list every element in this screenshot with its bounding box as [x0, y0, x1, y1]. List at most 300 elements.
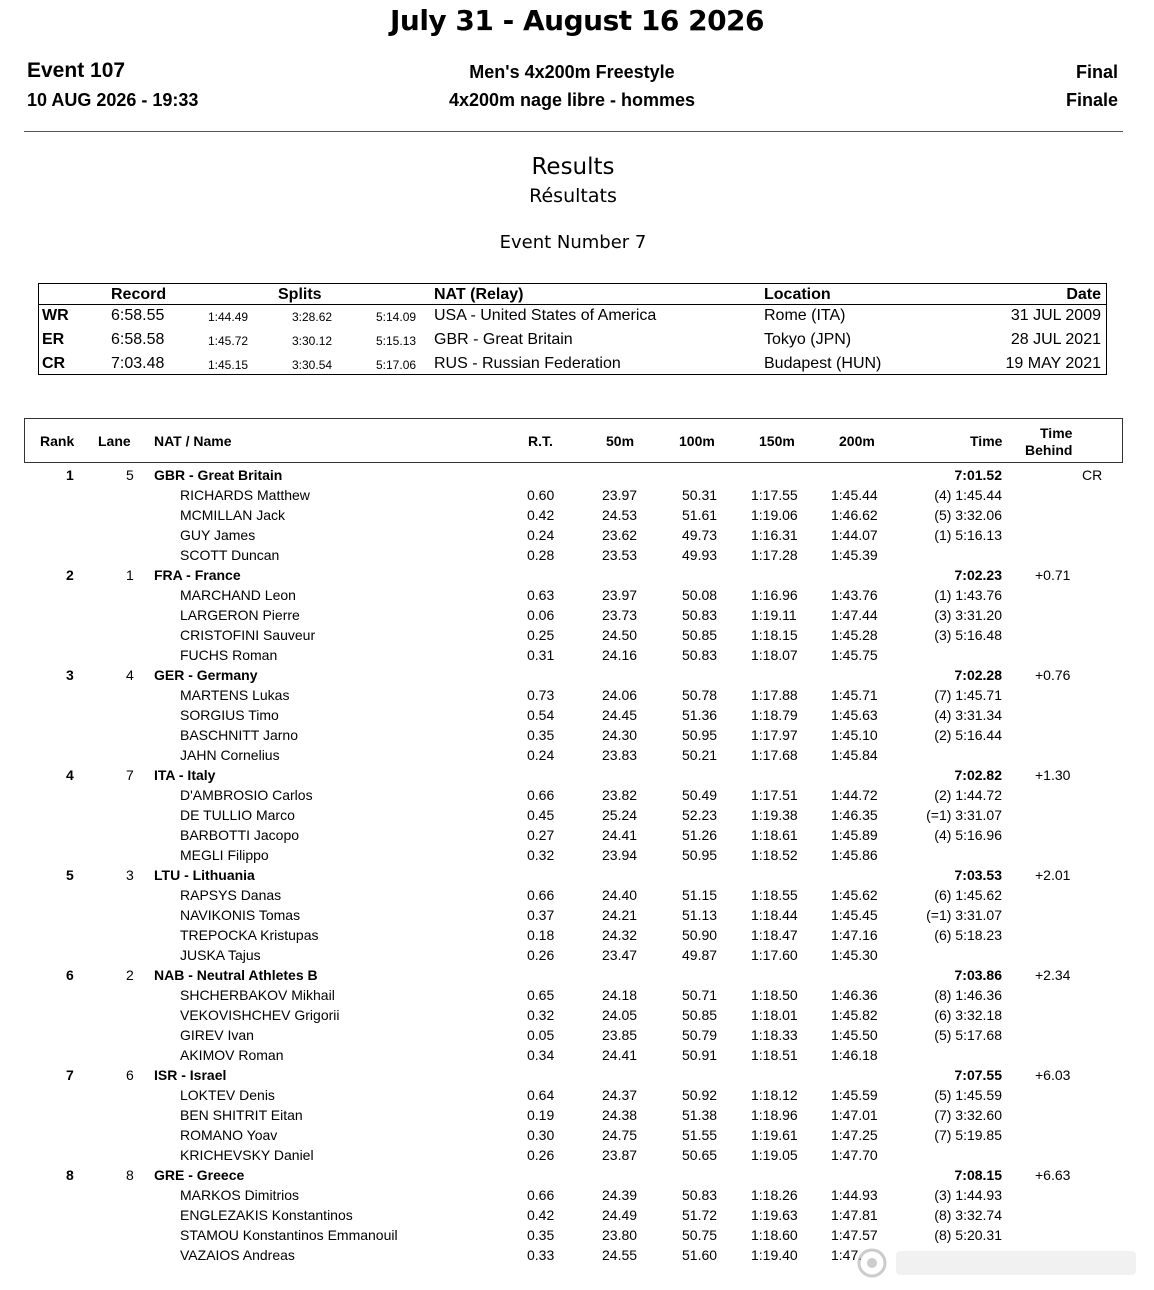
swimmer-split-200m: 1:45.86 [831, 847, 878, 863]
swimmer-split-200m: 1:45.10 [831, 727, 878, 743]
swimmer-reaction-time: 0.63 [527, 587, 555, 603]
swimmer-split-150m: 1:17.68 [751, 747, 798, 763]
swimmer-split-50m: 24.05 [602, 1007, 638, 1023]
swimmer-split-200m: 1:45.30 [831, 947, 878, 963]
swimmer-split-150m: 1:19.40 [751, 1247, 798, 1263]
team-time: 7:02.28 [954, 667, 1002, 683]
record-location: Budapest (HUN) [764, 355, 882, 372]
swimmer-split-150m: 1:17.55 [751, 487, 798, 503]
record-split-1: 1:44.49 [208, 310, 249, 324]
team-lane: 6 [126, 1067, 134, 1083]
swimmer-name: SHCHERBAKOV Mikhail [180, 987, 335, 1003]
swimmer-cumulative: (=1) 3:31.07 [926, 807, 1002, 823]
swimmer-name: MARKOS Dimitrios [180, 1187, 300, 1203]
swimmer-split-50m: 24.39 [602, 1187, 638, 1203]
swimmer-split-50m: 24.21 [602, 907, 638, 923]
swimmer-name: AKIMOV Roman [180, 1047, 284, 1063]
swimmer-reaction-time: 0.66 [527, 787, 555, 803]
swimmer-split-150m: 1:19.05 [751, 1147, 798, 1163]
swimmer-cumulative: (3) 3:31.20 [934, 607, 1002, 623]
swimmer-split-150m: 1:18.79 [751, 707, 798, 723]
swimmer-split-150m: 1:18.51 [751, 1047, 798, 1063]
swimmer-reaction-time: 0.06 [527, 607, 555, 623]
team-row [0, 664, 1154, 684]
swimmer-split-50m: 23.97 [602, 487, 638, 503]
swimmer-row [0, 884, 1154, 904]
swimmer-split-200m: 1:46.35 [831, 807, 878, 823]
swimmer-split-200m: 1:47. [831, 1247, 863, 1263]
swimmer-reaction-time: 0.31 [527, 647, 555, 663]
swimmer-split-100m: 51.72 [682, 1207, 718, 1223]
swimmer-cumulative: (4) 5:16.96 [934, 827, 1002, 843]
event-name-en: Men's 4x200m Freestyle [469, 62, 675, 82]
swimmer-split-100m: 50.31 [682, 487, 718, 503]
team-name: ISR - Israel [154, 1067, 227, 1083]
swimmer-row [0, 1004, 1154, 1024]
swimmer-split-50m: 24.30 [602, 727, 638, 743]
swimmer-reaction-time: 0.25 [527, 627, 555, 643]
swimmer-reaction-time: 0.73 [527, 687, 555, 703]
record-split-3: 5:15.13 [376, 334, 417, 348]
swimmer-split-50m: 23.47 [602, 947, 638, 963]
swimmer-row [0, 704, 1154, 724]
swimmer-row [0, 624, 1154, 644]
results-table-header [24, 418, 1123, 463]
team-time: 7:02.82 [954, 767, 1002, 783]
swimmer-split-50m: 24.75 [602, 1127, 638, 1143]
swimmer-split-100m: 50.79 [682, 1027, 718, 1043]
swimmer-split-200m: 1:47.25 [831, 1127, 878, 1143]
swimmer-name: SCOTT Duncan [180, 547, 280, 563]
swimmer-row [0, 1144, 1154, 1164]
swimmer-name: LARGERON Pierre [180, 607, 300, 623]
team-time: 7:07.55 [954, 1067, 1002, 1083]
team-time-behind: +6.63 [1035, 1167, 1071, 1183]
team-time-behind: +0.76 [1035, 667, 1071, 683]
swimmer-row [0, 824, 1154, 844]
swimmer-split-100m: 50.78 [682, 687, 718, 703]
team-time-behind: +6.03 [1035, 1067, 1071, 1083]
team-name: LTU - Lithuania [154, 867, 255, 883]
team-name: GER - Germany [154, 667, 258, 683]
team-row [0, 864, 1154, 884]
swimmer-name: ENGLEZAKIS Konstantinos [180, 1207, 353, 1223]
swimmer-cumulative: (7) 3:32.60 [934, 1107, 1002, 1123]
swimmer-cumulative: (=1) 3:31.07 [926, 907, 1002, 923]
team-name: NAB - Neutral Athletes B [154, 967, 318, 983]
swimmer-split-50m: 24.32 [602, 927, 638, 943]
swimmer-split-100m: 51.60 [682, 1247, 718, 1263]
swimmer-cumulative: (6) 3:32.18 [934, 1007, 1002, 1023]
swimmer-split-50m: 24.41 [602, 1047, 638, 1063]
swimmer-name: VEKOVISHCHEV Grigorii [180, 1007, 340, 1023]
team-lane: 2 [126, 967, 134, 983]
swimmer-reaction-time: 0.66 [527, 887, 555, 903]
swimmer-split-150m: 1:17.97 [751, 727, 798, 743]
swimmer-split-200m: 1:47.44 [831, 607, 878, 623]
swimmer-split-50m: 23.80 [602, 1227, 638, 1243]
swimmer-row [0, 1204, 1154, 1224]
swimmer-reaction-time: 0.60 [527, 487, 555, 503]
swimmer-row [0, 904, 1154, 924]
swimmer-row [0, 484, 1154, 504]
event-datetime: 10 AUG 2026 - 19:33 [27, 90, 199, 110]
record-code: CR [42, 355, 66, 372]
col-lane: Lane [98, 433, 131, 449]
team-rank: 2 [66, 567, 74, 583]
swimmer-reaction-time: 0.42 [527, 507, 555, 523]
team-row [0, 764, 1154, 784]
swimmer-name: JAHN Cornelius [180, 747, 280, 763]
swimmer-name: CRISTOFINI Sauveur [180, 627, 316, 643]
team-rank: 5 [66, 867, 74, 883]
swimmer-cumulative: (6) 5:18.23 [934, 927, 1002, 943]
swimmer-split-200m: 1:45.50 [831, 1027, 878, 1043]
swimmer-split-100m: 51.15 [682, 887, 718, 903]
swimmer-name: BEN SHITRIT Eitan [180, 1107, 303, 1123]
team-name: GBR - Great Britain [154, 467, 283, 483]
swimmer-split-200m: 1:45.63 [831, 707, 878, 723]
swimmer-split-100m: 50.75 [682, 1227, 718, 1243]
swimmer-split-200m: 1:45.39 [831, 547, 878, 563]
swimmer-split-200m: 1:47.81 [831, 1207, 878, 1223]
swimmer-split-50m: 24.55 [602, 1247, 638, 1263]
swimmer-row [0, 524, 1154, 544]
team-lane: 7 [126, 767, 134, 783]
swimmer-split-50m: 25.24 [602, 807, 638, 823]
swimmer-split-100m: 50.21 [682, 747, 718, 763]
swimmer-row [0, 1224, 1154, 1244]
swimmer-split-100m: 51.36 [682, 707, 718, 723]
record-location: Rome (ITA) [764, 307, 846, 324]
swimmer-split-150m: 1:18.44 [751, 907, 798, 923]
team-rank: 8 [66, 1167, 74, 1183]
swimmer-split-150m: 1:17.60 [751, 947, 798, 963]
swimmer-name: D'AMBROSIO Carlos [180, 787, 313, 803]
swimmer-split-150m: 1:18.61 [751, 827, 798, 843]
swimmer-split-150m: 1:19.06 [751, 507, 798, 523]
swimmer-reaction-time: 0.32 [527, 847, 555, 863]
swimmer-split-200m: 1:47.70 [831, 1147, 878, 1163]
swimmer-split-50m: 23.97 [602, 587, 638, 603]
col-time-behind-1: Time [1040, 425, 1073, 441]
record-split-2: 3:28.62 [292, 310, 333, 324]
record-split-3: 5:14.09 [376, 310, 417, 324]
swimmer-split-50m: 23.83 [602, 747, 638, 763]
swimmer-name: JUSKA Tajus [180, 947, 261, 963]
swimmer-split-200m: 1:44.72 [831, 787, 878, 803]
swimmer-split-100m: 50.49 [682, 787, 718, 803]
team-time: 7:08.15 [954, 1167, 1002, 1183]
records-header-record: Record [111, 286, 167, 303]
swimmer-row [0, 744, 1154, 764]
swimmer-reaction-time: 0.54 [527, 707, 555, 723]
swimmer-split-200m: 1:44.07 [831, 527, 878, 543]
swimmer-cumulative: (2) 1:44.72 [934, 787, 1002, 803]
swimmer-cumulative: (5) 3:32.06 [934, 507, 1002, 523]
records-header-location: Location [764, 286, 831, 303]
team-time: 7:03.86 [954, 967, 1002, 983]
swimmer-split-150m: 1:17.28 [751, 547, 798, 563]
swimmer-row [0, 724, 1154, 744]
swimmer-split-50m: 24.37 [602, 1087, 638, 1103]
col-rank: Rank [40, 433, 75, 449]
team-row [0, 1164, 1154, 1184]
swimmer-name: NAVIKONIS Tomas [180, 907, 301, 923]
swimmer-row [0, 1044, 1154, 1064]
col-time-behind-2: Behind [1025, 442, 1073, 458]
team-rank: 1 [66, 467, 74, 483]
col-100m: 100m [679, 433, 715, 449]
swimmer-name: MCMILLAN Jack [180, 507, 286, 523]
swimmer-split-50m: 24.06 [602, 687, 638, 703]
swimmer-cumulative: (1) 1:43.76 [934, 587, 1002, 603]
swimmer-reaction-time: 0.32 [527, 1007, 555, 1023]
team-time-behind: +0.71 [1035, 567, 1071, 583]
swimmer-row [0, 644, 1154, 664]
swimmer-split-150m: 1:19.61 [751, 1127, 798, 1143]
swimmer-split-50m: 24.38 [602, 1107, 638, 1123]
swimmer-split-100m: 50.90 [682, 927, 718, 943]
records-header-nat: NAT (Relay) [434, 286, 524, 303]
team-rank: 4 [66, 767, 74, 783]
record-date: 19 MAY 2021 [1005, 355, 1101, 372]
team-lane: 1 [126, 567, 134, 583]
col-time: Time [970, 433, 1003, 449]
record-time: 6:58.55 [111, 307, 165, 324]
swimmer-reaction-time: 0.28 [527, 547, 555, 563]
col-150m: 150m [759, 433, 795, 449]
swimmer-split-150m: 1:19.63 [751, 1207, 798, 1223]
swimmer-split-100m: 50.83 [682, 607, 718, 623]
swimmer-row [0, 944, 1154, 964]
header-divider [24, 131, 1123, 132]
swimmer-split-200m: 1:46.62 [831, 507, 878, 523]
swimmer-split-150m: 1:18.52 [751, 847, 798, 863]
team-lane: 5 [126, 467, 134, 483]
swimmer-name: ROMANO Yoav [180, 1127, 278, 1143]
swimmer-name: BARBOTTI Jacopo [180, 827, 300, 843]
swimmer-split-100m: 50.83 [682, 1187, 718, 1203]
watermark-logo-icon [850, 1243, 1150, 1283]
swimmer-row [0, 844, 1154, 864]
swimmer-split-100m: 50.85 [682, 627, 718, 643]
swimmer-cumulative: (5) 1:45.59 [934, 1087, 1002, 1103]
swimmer-split-100m: 50.65 [682, 1147, 718, 1163]
records-header-date: Date [1066, 286, 1101, 303]
swimmer-split-50m: 24.41 [602, 827, 638, 843]
swimmer-split-100m: 50.08 [682, 587, 718, 603]
swimmer-row [0, 684, 1154, 704]
meet-dates-title: July 31 - August 16 2026 [389, 4, 765, 37]
swimmer-split-150m: 1:18.07 [751, 647, 798, 663]
swimmer-row [0, 1104, 1154, 1124]
swimmer-split-50m: 24.49 [602, 1207, 638, 1223]
swimmer-split-100m: 50.83 [682, 647, 718, 663]
swimmer-row [0, 804, 1154, 824]
swimmer-split-50m: 23.82 [602, 787, 638, 803]
team-row [0, 1064, 1154, 1084]
swimmer-reaction-time: 0.05 [527, 1027, 555, 1043]
swimmer-name: KRICHEVSKY Daniel [180, 1147, 314, 1163]
swimmer-reaction-time: 0.35 [527, 1227, 555, 1243]
records-table [38, 283, 1107, 375]
swimmer-row [0, 1124, 1154, 1144]
swimmer-reaction-time: 0.66 [527, 1187, 555, 1203]
record-split-1: 1:45.15 [208, 358, 249, 372]
record-location: Tokyo (JPN) [764, 331, 852, 348]
swimmer-split-50m: 24.45 [602, 707, 638, 723]
swimmer-name: RAPSYS Danas [180, 887, 282, 903]
swimmer-cumulative: (2) 5:16.44 [934, 727, 1002, 743]
swimmer-reaction-time: 0.33 [527, 1247, 555, 1263]
swimmer-reaction-time: 0.19 [527, 1107, 555, 1123]
swimmer-split-50m: 24.53 [602, 507, 638, 523]
swimmer-cumulative: (8) 1:46.36 [934, 987, 1002, 1003]
swimmer-split-150m: 1:18.96 [751, 1107, 798, 1123]
record-split-2: 3:30.54 [292, 358, 333, 372]
swimmer-split-100m: 50.95 [682, 727, 718, 743]
swimmer-split-100m: 51.38 [682, 1107, 718, 1123]
swimmer-reaction-time: 0.30 [527, 1127, 555, 1143]
record-time: 7:03.48 [111, 355, 165, 372]
swimmer-row [0, 584, 1154, 604]
swimmer-name: DE TULLIO Marco [180, 807, 295, 823]
swimmer-split-200m: 1:45.62 [831, 887, 878, 903]
swimmer-split-200m: 1:46.36 [831, 987, 878, 1003]
swimmer-split-100m: 51.55 [682, 1127, 718, 1143]
swimmer-split-200m: 1:45.84 [831, 747, 878, 763]
team-time-behind: +1.30 [1035, 767, 1071, 783]
swimmer-cumulative: (7) 1:45.71 [934, 687, 1002, 703]
swimmer-reaction-time: 0.18 [527, 927, 555, 943]
swimmer-name: LOKTEV Denis [180, 1087, 275, 1103]
swimmer-row [0, 1024, 1154, 1044]
record-date: 28 JUL 2021 [1010, 331, 1101, 348]
swimmer-split-50m: 24.18 [602, 987, 638, 1003]
swimmer-split-100m: 49.93 [682, 547, 718, 563]
swimmer-reaction-time: 0.45 [527, 807, 555, 823]
swimmer-split-100m: 49.87 [682, 947, 718, 963]
swimmer-split-200m: 1:47.57 [831, 1227, 878, 1243]
swimmer-reaction-time: 0.34 [527, 1047, 555, 1063]
record-time: 6:58.58 [111, 331, 165, 348]
swimmer-row [0, 604, 1154, 624]
swimmer-split-150m: 1:18.60 [751, 1227, 798, 1243]
team-record-note: CR [1082, 467, 1103, 483]
swimmer-split-150m: 1:19.38 [751, 807, 798, 823]
swimmer-name: MARTENS Lukas [180, 687, 290, 703]
swimmer-split-150m: 1:18.15 [751, 627, 798, 643]
event-name-fr: 4x200m nage libre - hommes [448, 90, 696, 110]
swimmer-name: TREPOCKA Kristupas [180, 927, 319, 943]
swimmer-name: MARCHAND Leon [180, 587, 296, 603]
swimmer-split-150m: 1:18.26 [751, 1187, 798, 1203]
swimmer-split-100m: 50.92 [682, 1087, 718, 1103]
swimmer-cumulative: (6) 1:45.62 [934, 887, 1002, 903]
swimmer-name: FUCHS Roman [180, 647, 278, 663]
swimmer-cumulative: (4) 1:45.44 [934, 487, 1002, 503]
swimmer-split-100m: 51.13 [682, 907, 718, 923]
swimmer-reaction-time: 0.42 [527, 1207, 555, 1223]
swimmer-row [0, 984, 1154, 1004]
swimmer-split-100m: 51.26 [682, 827, 718, 843]
team-rank: 7 [66, 1067, 74, 1083]
swimmer-split-150m: 1:18.47 [751, 927, 798, 943]
col-rt: R.T. [528, 433, 553, 449]
team-lane: 8 [126, 1167, 134, 1183]
swimmer-split-200m: 1:44.93 [831, 1187, 878, 1203]
swimmer-split-150m: 1:17.51 [751, 787, 798, 803]
swimmer-cumulative: (4) 3:31.34 [934, 707, 1002, 723]
swimmer-reaction-time: 0.24 [527, 527, 555, 543]
swimmer-split-150m: 1:18.33 [751, 1027, 798, 1043]
swimmer-row [0, 544, 1154, 564]
phase-fr: Finale [1065, 90, 1118, 110]
swimmer-row [0, 504, 1154, 524]
team-name: ITA - Italy [154, 767, 216, 783]
swimmer-split-100m: 49.73 [682, 527, 718, 543]
swimmer-reaction-time: 0.35 [527, 727, 555, 743]
swimmer-split-150m: 1:18.01 [751, 1007, 798, 1023]
swimmer-row [0, 1184, 1154, 1204]
col-200m: 200m [839, 433, 875, 449]
swimmer-split-200m: 1:45.44 [831, 487, 878, 503]
swimmer-reaction-time: 0.65 [527, 987, 555, 1003]
swimmer-split-100m: 50.85 [682, 1007, 718, 1023]
swimmer-cumulative: (7) 5:19.85 [934, 1127, 1002, 1143]
swimmer-split-200m: 1:45.75 [831, 647, 878, 663]
team-name: FRA - France [154, 567, 241, 583]
results-subtitle: Résultats [529, 185, 617, 207]
swimmer-reaction-time: 0.37 [527, 907, 555, 923]
swimmer-split-50m: 24.40 [602, 887, 638, 903]
swimmer-cumulative: (8) 5:20.31 [934, 1227, 1002, 1243]
event-code: Event 107 [27, 59, 126, 82]
team-time-behind: +2.01 [1035, 867, 1071, 883]
record-nat: RUS - Russian Federation [434, 355, 621, 372]
swimmer-reaction-time: 0.64 [527, 1087, 555, 1103]
swimmer-cumulative: (3) 5:16.48 [934, 627, 1002, 643]
swimmer-split-200m: 1:46.18 [831, 1047, 878, 1063]
team-row [0, 564, 1154, 584]
swimmer-split-200m: 1:45.89 [831, 827, 878, 843]
swimmer-row [0, 784, 1154, 804]
swimmer-split-50m: 23.87 [602, 1147, 638, 1163]
swimmer-split-50m: 24.50 [602, 627, 638, 643]
swimmer-split-50m: 23.94 [602, 847, 638, 863]
swimmer-split-200m: 1:45.82 [831, 1007, 878, 1023]
swimmer-split-200m: 1:43.76 [831, 587, 878, 603]
record-split-3: 5:17.06 [376, 358, 417, 372]
phase-en: Final [1075, 62, 1118, 82]
col-nat-name: NAT / Name [154, 433, 232, 449]
swimmer-name: MEGLI Filippo [180, 847, 269, 863]
swimmer-split-150m: 1:17.88 [751, 687, 798, 703]
swimmer-split-150m: 1:16.31 [751, 527, 798, 543]
swimmer-split-200m: 1:45.28 [831, 627, 878, 643]
swimmer-split-200m: 1:45.45 [831, 907, 878, 923]
team-time-behind: +2.34 [1035, 967, 1071, 983]
swimmer-split-200m: 1:47.16 [831, 927, 878, 943]
record-code: WR [42, 307, 69, 324]
swimmer-split-50m: 24.16 [602, 647, 638, 663]
swimmer-cumulative: (8) 3:32.74 [934, 1207, 1002, 1223]
swimmer-row [0, 924, 1154, 944]
team-rank: 6 [66, 967, 74, 983]
swimmer-name: GIREV Ivan [180, 1027, 254, 1043]
watermark-logo [850, 1243, 1150, 1283]
